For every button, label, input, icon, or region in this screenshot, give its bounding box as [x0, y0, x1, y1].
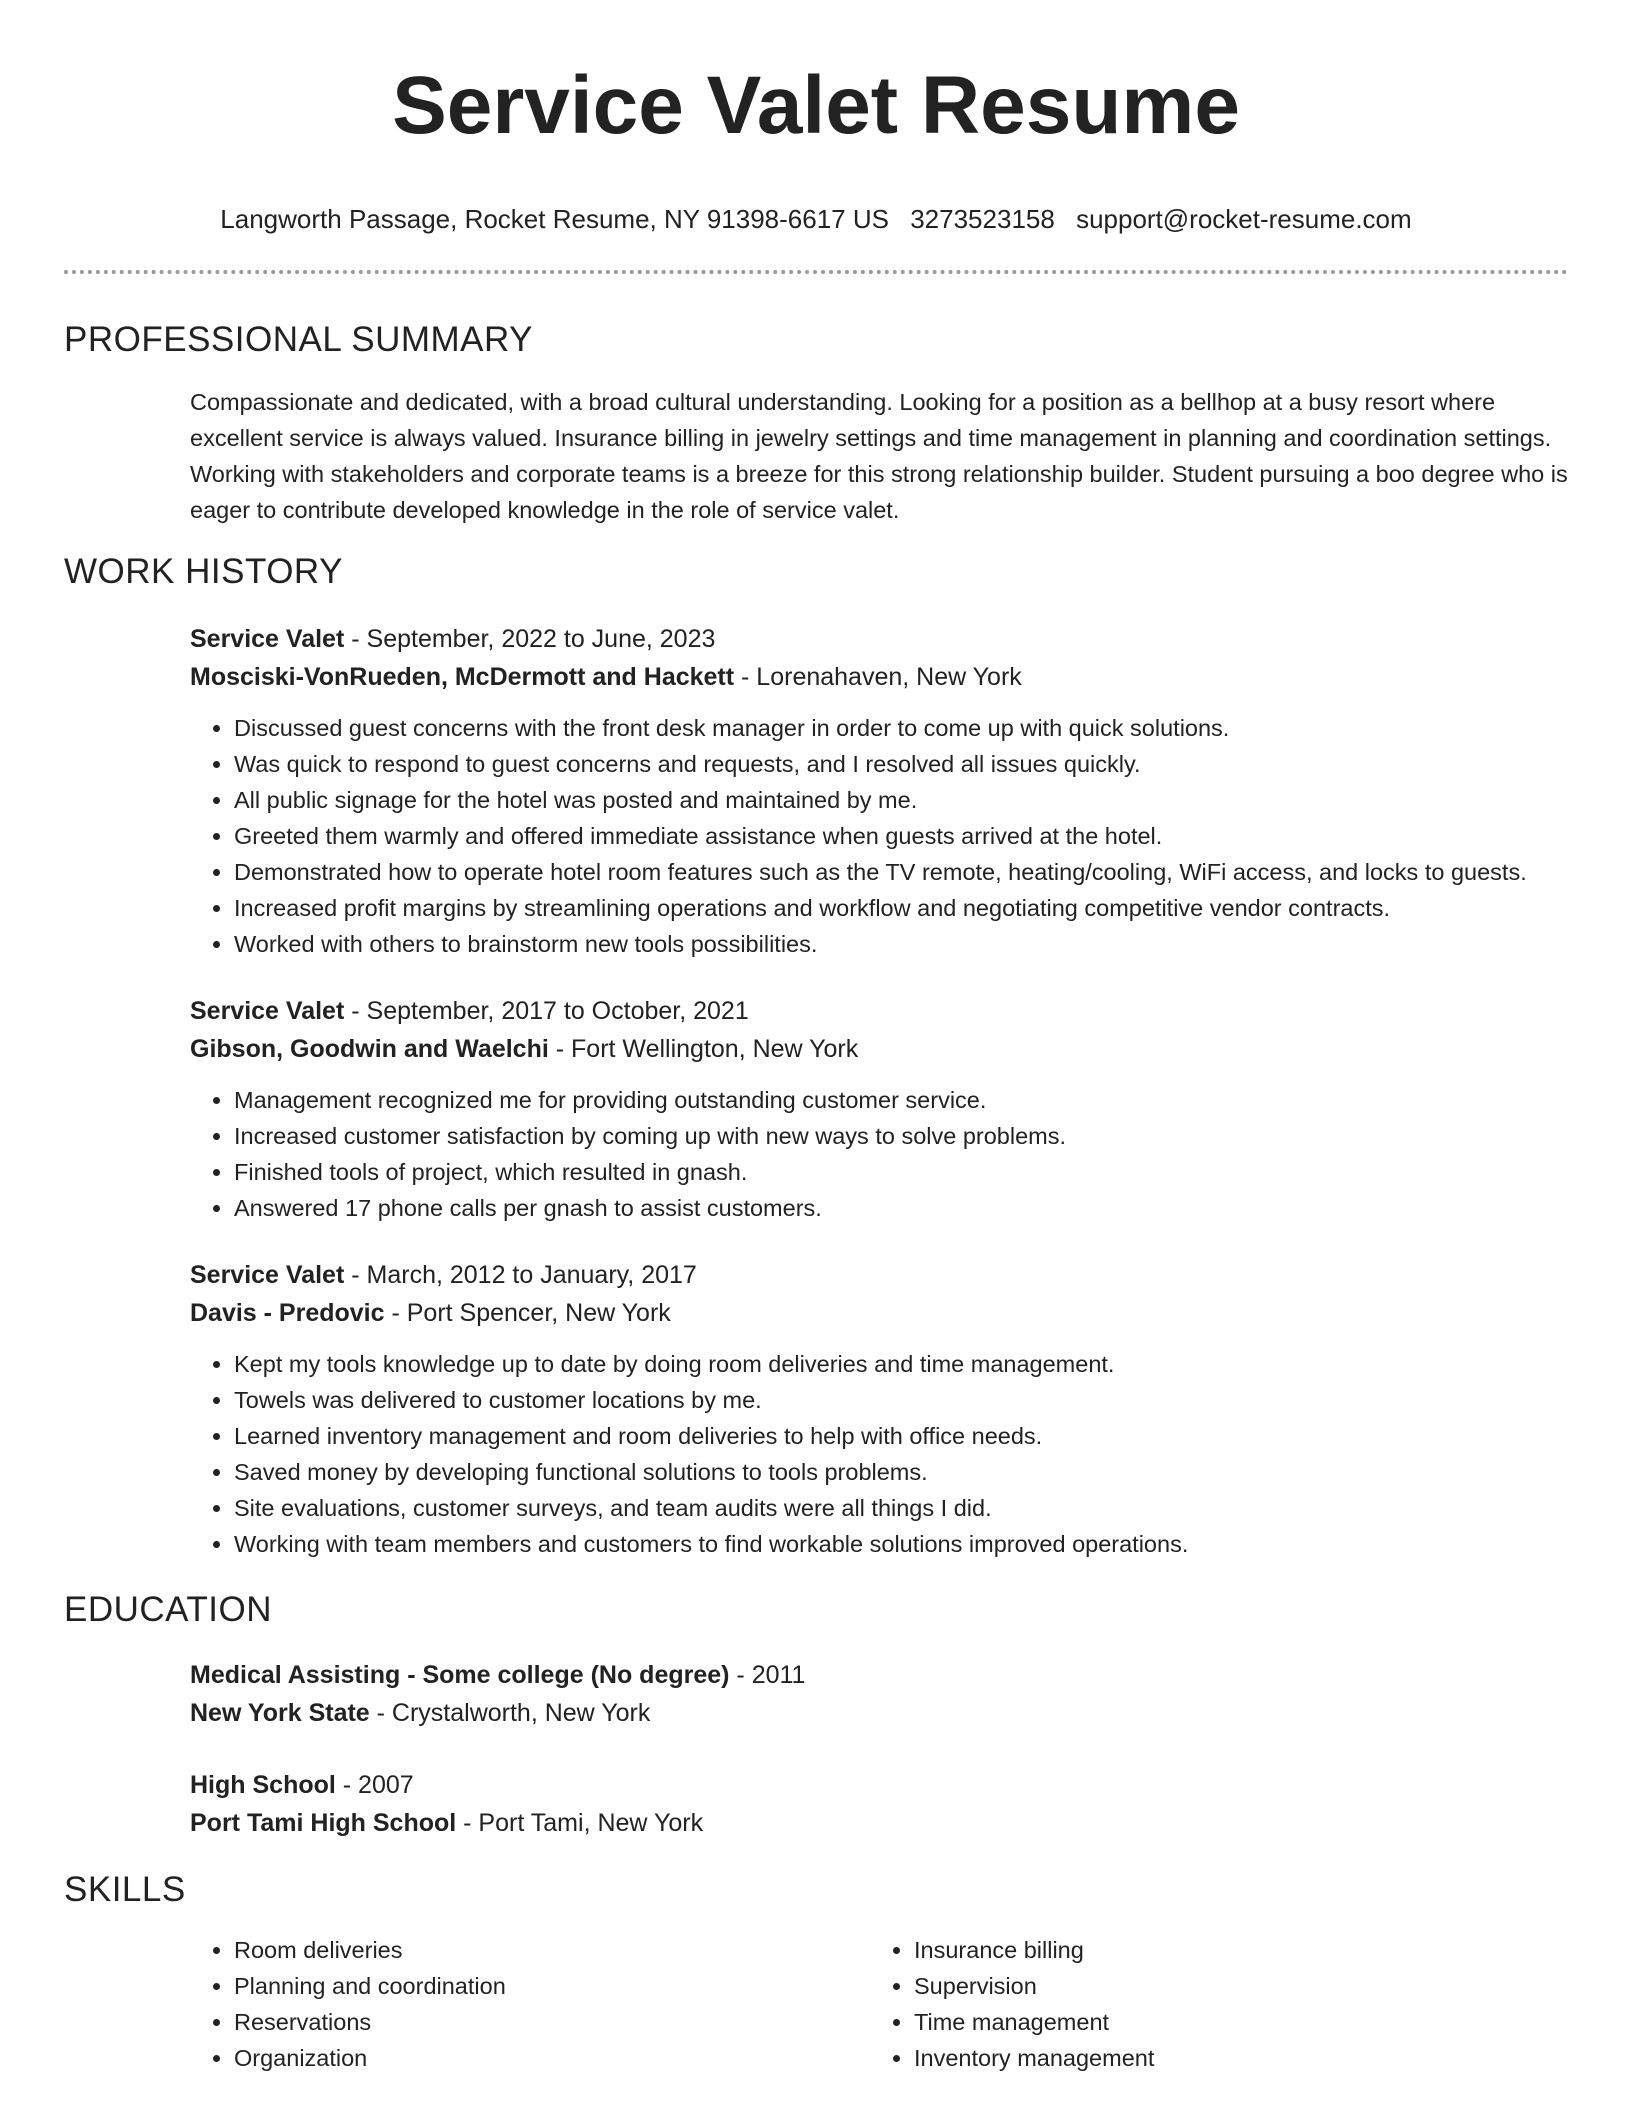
job-entry: [190, 1256, 1568, 1562]
job-company-line: [190, 1030, 1568, 1068]
education-degree: High School: [190, 1771, 336, 1799]
education-entry: [190, 1766, 1568, 1842]
contact-email: support@rocket-resume.com: [1076, 204, 1412, 234]
work-history-section: [64, 550, 1568, 1562]
education-school-line: [190, 1694, 1568, 1732]
section-heading-summary: PROFESSIONAL SUMMARY: [64, 320, 533, 359]
job-title-line: [190, 1256, 1568, 1294]
job-title-line: [190, 620, 1568, 658]
job-bullet: • Demonstrated how to operate hotel room features such as the TV remote, heating/cooling, WiFi access, and locks to guests.: [234, 854, 1568, 890]
skills-columns: [190, 1932, 1568, 2076]
job-dates: - March, 2012 to January, 2017: [344, 1261, 697, 1289]
skill-item: • Supervision: [914, 1968, 1550, 2004]
education-year: - 2011: [729, 1661, 806, 1689]
job-dates: - September, 2022 to June, 2023: [344, 625, 716, 653]
skill-item: • Room deliveries: [234, 1932, 870, 1968]
education-section: [64, 1588, 1568, 1842]
section-heading-work: WORK HISTORY: [64, 552, 343, 591]
job-bullet: • Worked with others to brainstorm new tools possibilities.: [234, 926, 1568, 962]
skill-item: • Planning and coordination: [234, 1968, 870, 2004]
job-company: Davis - Predovic: [190, 1299, 385, 1327]
job-bullet: • Kept my tools knowledge up to date by doing room deliveries and time management.: [234, 1346, 1568, 1382]
job-bullet: • Discussed guest concerns with the front desk manager in order to come up with quick solutions.: [234, 710, 1568, 746]
section-heading-education: EDUCATION: [64, 1590, 273, 1629]
job-location: - Port Spencer, New York: [384, 1299, 671, 1327]
job-dates: - September, 2017 to October, 2021: [344, 997, 749, 1025]
education-degree-line: [190, 1766, 1568, 1804]
skills-list-left: [190, 1932, 870, 2076]
summary-text: Compassionate and dedicated, with a broad cultural understanding. Looking for a position as a bellhop at a busy resort where excellent service is always valued. Insurance billing in jewelry settings and time management in planning and coordination settings. Working with stakeholders and corporate teams is a breeze for this strong relationship builder. Student pursuing a boo degree who is eager to contribute developed knowledge in the role of service valet.: [190, 389, 1568, 523]
job-location: - Fort Wellington, New York: [548, 1035, 859, 1063]
job-bullets: [190, 710, 1568, 962]
skill-item: • Insurance billing: [914, 1932, 1550, 1968]
job-company-line: [190, 1294, 1568, 1332]
education-location: - Port Tami, New York: [456, 1809, 704, 1837]
job-title: Service Valet: [190, 997, 345, 1025]
education-degree-line: [190, 1656, 1568, 1694]
resume-title: Service Valet Resume: [392, 60, 1240, 151]
job-bullet: • Increased profit margins by streamlining operations and workflow and negotiating competitive vendor contracts.: [234, 890, 1568, 926]
education-school: New York State: [190, 1699, 370, 1727]
job-title: Service Valet: [190, 625, 345, 653]
contact-phone: 3273523158: [910, 204, 1055, 234]
summary-section: [64, 318, 1568, 528]
job-company-line: [190, 658, 1568, 696]
skill-item: • Organization: [234, 2040, 870, 2076]
job-entry: [190, 620, 1568, 962]
job-bullet: • Management recognized me for providing outstanding customer service.: [234, 1082, 1568, 1118]
skills-section: [64, 1868, 1568, 2076]
skill-item: • Time management: [914, 2004, 1550, 2040]
job-company: Mosciski-VonRueden, McDermott and Hackett: [190, 663, 735, 691]
contact-address: Langworth Passage, Rocket Resume, NY 91398-6617 US: [220, 204, 889, 234]
job-title: Service Valet: [190, 1261, 345, 1289]
job-bullet: • Increased customer satisfaction by coming up with new ways to solve problems.: [234, 1118, 1568, 1154]
job-bullet: • Towels was delivered to customer locations by me.: [234, 1382, 1568, 1418]
job-company: Gibson, Goodwin and Waelchi: [190, 1035, 549, 1063]
job-title-line: [190, 992, 1568, 1030]
education-school-line: [190, 1804, 1568, 1842]
education-year: - 2007: [335, 1771, 414, 1799]
job-bullet: • Working with team members and customers to find workable solutions improved operations.: [234, 1526, 1568, 1562]
job-bullets: [190, 1082, 1568, 1226]
job-bullets: [190, 1346, 1568, 1562]
section-heading-skills: SKILLS: [64, 1870, 186, 1909]
skill-item: • Inventory management: [914, 2040, 1550, 2076]
job-bullet: • All public signage for the hotel was posted and maintained by me.: [234, 782, 1568, 818]
job-bullet: • Answered 17 phone calls per gnash to assist customers.: [234, 1190, 1568, 1226]
job-bullet: • Greeted them warmly and offered immediate assistance when guests arrived at the hotel.: [234, 818, 1568, 854]
education-entry: [190, 1656, 1568, 1732]
contact-line: [0, 202, 1632, 236]
education-degree: Medical Assisting - Some college (No degree): [190, 1661, 730, 1689]
job-bullet: • Learned inventory management and room deliveries to help with office needs.: [234, 1418, 1568, 1454]
job-bullet: • Finished tools of project, which resulted in gnash.: [234, 1154, 1568, 1190]
job-location: - Lorenahaven, New York: [734, 663, 1022, 691]
skill-item: • Reservations: [234, 2004, 870, 2040]
skills-list-right: [870, 1932, 1550, 2076]
education-location: - Crystalworth, New York: [369, 1699, 651, 1727]
job-bullet: • Site evaluations, customer surveys, and team audits were all things I did.: [234, 1490, 1568, 1526]
job-entry: [190, 992, 1568, 1226]
header-divider: [64, 270, 1568, 274]
job-bullet: • Saved money by developing functional solutions to tools problems.: [234, 1454, 1568, 1490]
education-school: Port Tami High School: [190, 1809, 457, 1837]
job-bullet: • Was quick to respond to guest concerns and requests, and I resolved all issues quickly.: [234, 746, 1568, 782]
